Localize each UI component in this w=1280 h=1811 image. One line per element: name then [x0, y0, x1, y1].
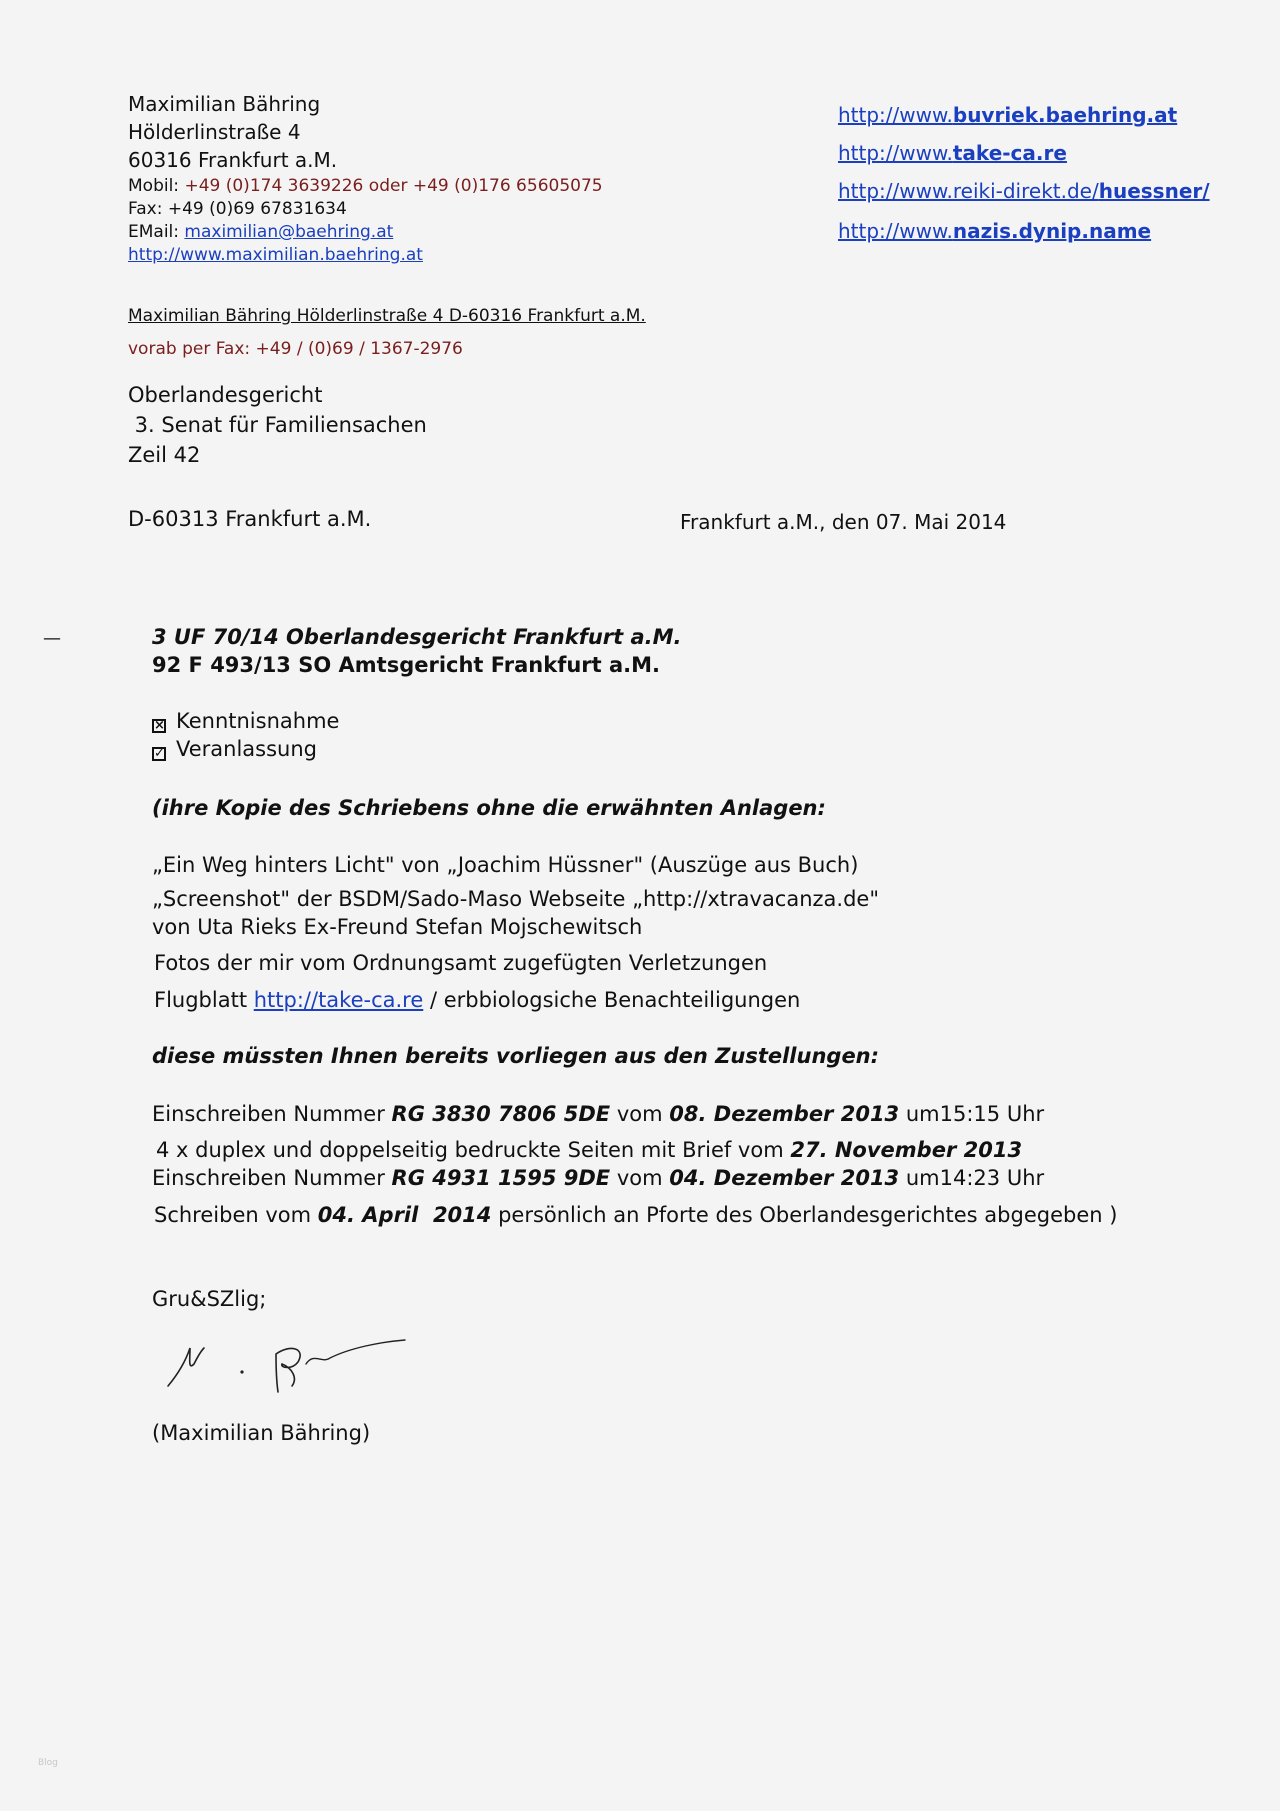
delivery-3-c: vom — [610, 1166, 670, 1190]
margin-dash: — — [43, 628, 61, 649]
delivery-1 — [152, 1101, 1044, 1127]
attachment-4: Fotos der mir vom Ordnungsamt zugefügten Verletzungen — [154, 951, 768, 975]
header-link-2-bold[interactable]: take-ca.re — [952, 141, 1067, 165]
delivery-1-date: 08. Dezember 2013 — [669, 1102, 900, 1126]
attachment-3: von Uta Rieks Ex-Freund Stefan Mojschewitsch — [152, 915, 643, 939]
checkbox-veranlassung[interactable] — [152, 736, 317, 762]
recipient-line-4: D-60313 Frankfurt a.M. — [128, 507, 372, 531]
attachment-5-prefix: Flugblatt — [154, 988, 254, 1012]
sender-website-link[interactable] — [128, 244, 423, 266]
sender-city: 60316 Frankfurt a.M. — [128, 148, 338, 172]
recipient-line-2: 3. Senat für Familiensachen — [128, 413, 427, 437]
signature-image — [160, 1334, 420, 1394]
delivery-4-date: 04. April 2014 — [317, 1203, 492, 1227]
mobil-or: oder — [368, 176, 408, 196]
return-address: Maximilian Bähring Hölderlinstraße 4 D-60316 Frankfurt a.M. — [128, 306, 646, 326]
header-link-3[interactable] — [838, 179, 1210, 203]
delivery-3-a: Einschreiben Nummer — [152, 1166, 392, 1190]
delivery-3-time: um14:23 Uhr — [899, 1166, 1045, 1190]
mobil-number-2: +49 (0)176 65605075 — [412, 176, 603, 196]
delivery-3-number: RG 4931 1595 9DE — [391, 1166, 611, 1190]
delivery-4-c: persönlich an Pforte des Oberlandesgerichtes abgegeben ) — [491, 1203, 1118, 1227]
checkbox-check-icon[interactable]: ✓ — [154, 746, 165, 761]
mobil-number-1: +49 (0)174 3639226 — [184, 176, 364, 196]
delivery-2-a: 4 x duplex und doppelseitig bedruckte Seiten mit Brief vom — [156, 1138, 791, 1162]
delivery-2 — [156, 1137, 1022, 1163]
header-link-4-prefix[interactable]: http://www. — [838, 219, 953, 243]
header-link-2-prefix[interactable]: http://www. — [838, 141, 953, 165]
sender-name: Maximilian Bähring — [128, 92, 321, 116]
delivery-1-time: um15:15 Uhr — [899, 1102, 1045, 1126]
sender-fax-line — [128, 198, 347, 220]
header-link-1-prefix[interactable]: http://www. — [838, 103, 953, 127]
header-link-1[interactable] — [838, 103, 1177, 127]
header-link-2[interactable] — [838, 141, 1067, 165]
sender-street: Hölderlinstraße 4 — [128, 120, 301, 144]
email-label: EMail: — [128, 222, 179, 242]
delivery-1-a: Einschreiben Nummer — [152, 1102, 392, 1126]
delivery-1-number: RG 3830 7806 5DE — [391, 1102, 611, 1126]
sender-mobile-line — [128, 175, 603, 197]
website-link-text[interactable]: http://www.maximilian.baehring.at — [128, 245, 423, 265]
delivery-4-a: Schreiben vom — [154, 1203, 318, 1227]
header-link-1-bold[interactable]: buvriek.baehring.at — [952, 103, 1178, 127]
mobil-label: Mobil: — [128, 176, 180, 196]
subject-line-1: 3 UF 70/14 Oberlandesgericht Frankfurt a.M. — [152, 625, 682, 649]
watermark: Blog — [38, 1758, 58, 1768]
checkbox-label-2: Veranlassung — [176, 737, 318, 761]
attachment-2: „Screenshot" der BSDM/Sado-Maso Webseite „http://xtravacanza.de" — [152, 887, 880, 911]
recipient-line-3: Zeil 42 — [128, 443, 201, 467]
header-link-3-bold[interactable]: huessner/ — [1098, 179, 1210, 203]
checkbox-kenntnisnahme[interactable] — [152, 708, 339, 734]
closing: Gru&SZlig; — [152, 1287, 267, 1311]
fax-label: Fax: — [128, 199, 163, 219]
header-link-4-bold[interactable]: nazis.dynip.name — [952, 219, 1152, 243]
header-link-3-prefix[interactable]: http://www.reiki-direkt.de/ — [838, 179, 1099, 203]
attachment-5-link[interactable]: http://take-ca.re — [253, 988, 424, 1012]
attachment-5 — [154, 987, 800, 1013]
delivered-heading: diese müssten Ihnen bereits vorliegen aus den Zustellungen: — [152, 1044, 880, 1068]
signature-name: (Maximilian Bähring) — [152, 1421, 371, 1445]
subject-line-2: 92 F 493/13 SO Amtsgericht Frankfurt a.M. — [152, 653, 661, 677]
attachment-1: „Ein Weg hinters Licht" von „Joachim Hüssner" (Auszüge aus Buch) — [152, 853, 859, 877]
delivery-1-c: vom — [610, 1102, 670, 1126]
delivery-4 — [154, 1202, 1117, 1228]
delivery-2-date: 27. November 2013 — [790, 1138, 1023, 1162]
copy-heading: (ihre Kopie des Schriebens ohne die erwähnten Anlagen: — [152, 796, 826, 820]
attachment-5-suffix: / erbbiologsiche Benachteiligungen — [423, 988, 801, 1012]
fax-note-label: vorab per Fax: — [128, 339, 251, 359]
delivery-3-date: 04. Dezember 2013 — [669, 1166, 900, 1190]
date-line: Frankfurt a.M., den 07. Mai 2014 — [680, 510, 1007, 534]
checkbox-x-icon[interactable]: × — [154, 718, 165, 733]
checkbox-label-1: Kenntnisnahme — [176, 709, 340, 733]
header-link-4[interactable] — [838, 219, 1151, 243]
fax-note-number: +49 / (0)69 / 1367-2976 — [255, 339, 463, 359]
sender-email-line — [128, 221, 393, 243]
fax-number: +49 (0)69 67831634 — [167, 199, 347, 219]
recipient-line-1: Oberlandesgericht — [128, 383, 323, 407]
fax-note — [128, 338, 463, 360]
delivery-3 — [152, 1165, 1044, 1191]
email-link[interactable]: maximilian@baehring.at — [184, 222, 394, 242]
